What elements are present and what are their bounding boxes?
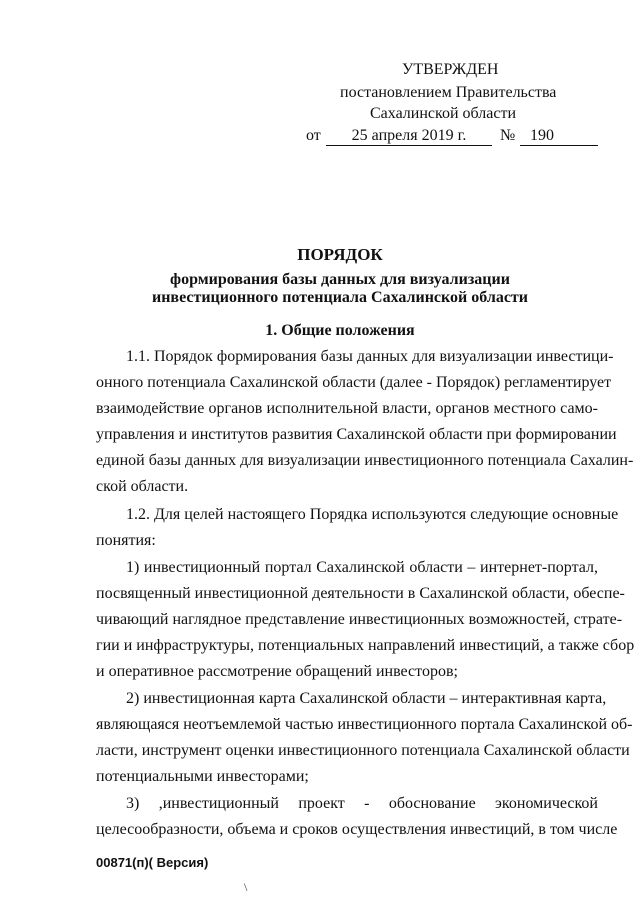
document-title: ПОРЯДОК: [297, 245, 383, 264]
list-item-line: чивающий наглядное представление инвестиционных возможностей, страте-: [96, 611, 623, 628]
paragraph-line: 1.2. Для целей настоящего Порядка используются следующие основные: [126, 506, 619, 523]
approval-heading: УТВЕРЖДЕН: [402, 61, 499, 78]
list-item-line: посвященный инвестиционной деятельности в Сахалинской области, обеспе-: [96, 585, 625, 602]
paragraph-line: единой базы данных для визуализации инвестиционного потенциала Сахалин-: [96, 452, 634, 469]
document-subtitle-line1: формирования базы данных для визуализации: [170, 271, 510, 288]
paragraph-line: онного потенциала Сахалинской области (далее - Порядок) регламентирует: [96, 374, 612, 391]
paragraph-line: 1.1. Порядок формирования базы данных для визуализации инвестици-: [126, 348, 614, 365]
number-label: №: [500, 127, 516, 144]
paragraph-line: взаимодействие органов исполнительной власти, органов местного само-: [96, 400, 598, 417]
approval-authority: постановлением Правительства: [340, 84, 557, 101]
approval-region: Сахалинской области: [370, 105, 517, 122]
approval-number: 190: [530, 127, 554, 144]
list-item-line: 3) ,инвестиционный проект - обоснование экономической: [126, 795, 598, 812]
list-item-line: 1) инвестиционный портал Сахалинской области – интернет-портал,: [126, 559, 598, 576]
list-item-line: и оперативное рассмотрение обращений инвесторов;: [96, 663, 458, 680]
stray-mark: \: [244, 880, 248, 894]
document-version-code: 00871(п)( Версия): [96, 855, 209, 870]
list-item-line: являющаяся неотъемлемой частью инвестиционного портала Сахалинской об-: [96, 716, 633, 733]
list-item-line: потенциальными инвесторами;: [96, 768, 309, 785]
paragraph-line: управления и институтов развития Сахалинской области при формировании: [96, 426, 617, 443]
list-item-line: гии и инфраструктуры, потенциальных направлений инвестиций, а также сбор: [96, 637, 635, 654]
list-item-line: ласти, инструмент оценки инвестиционного потенциала Сахалинской области: [96, 742, 630, 759]
date-label: от: [306, 127, 321, 144]
section-heading: 1. Общие положения: [265, 322, 415, 339]
paragraph-line: понятия:: [96, 532, 156, 549]
approval-date: 25 апреля 2019 г.: [351, 127, 467, 144]
document-subtitle-line2: инвестиционного потенциала Сахалинской области: [151, 289, 529, 306]
list-item-line: 2) инвестиционная карта Сахалинской области – интерактивная карта,: [126, 690, 607, 707]
list-item-line: целесообразности, объема и сроков осуществления инвестиций, в том числе: [96, 821, 618, 838]
paragraph-line: ской области.: [96, 478, 189, 495]
